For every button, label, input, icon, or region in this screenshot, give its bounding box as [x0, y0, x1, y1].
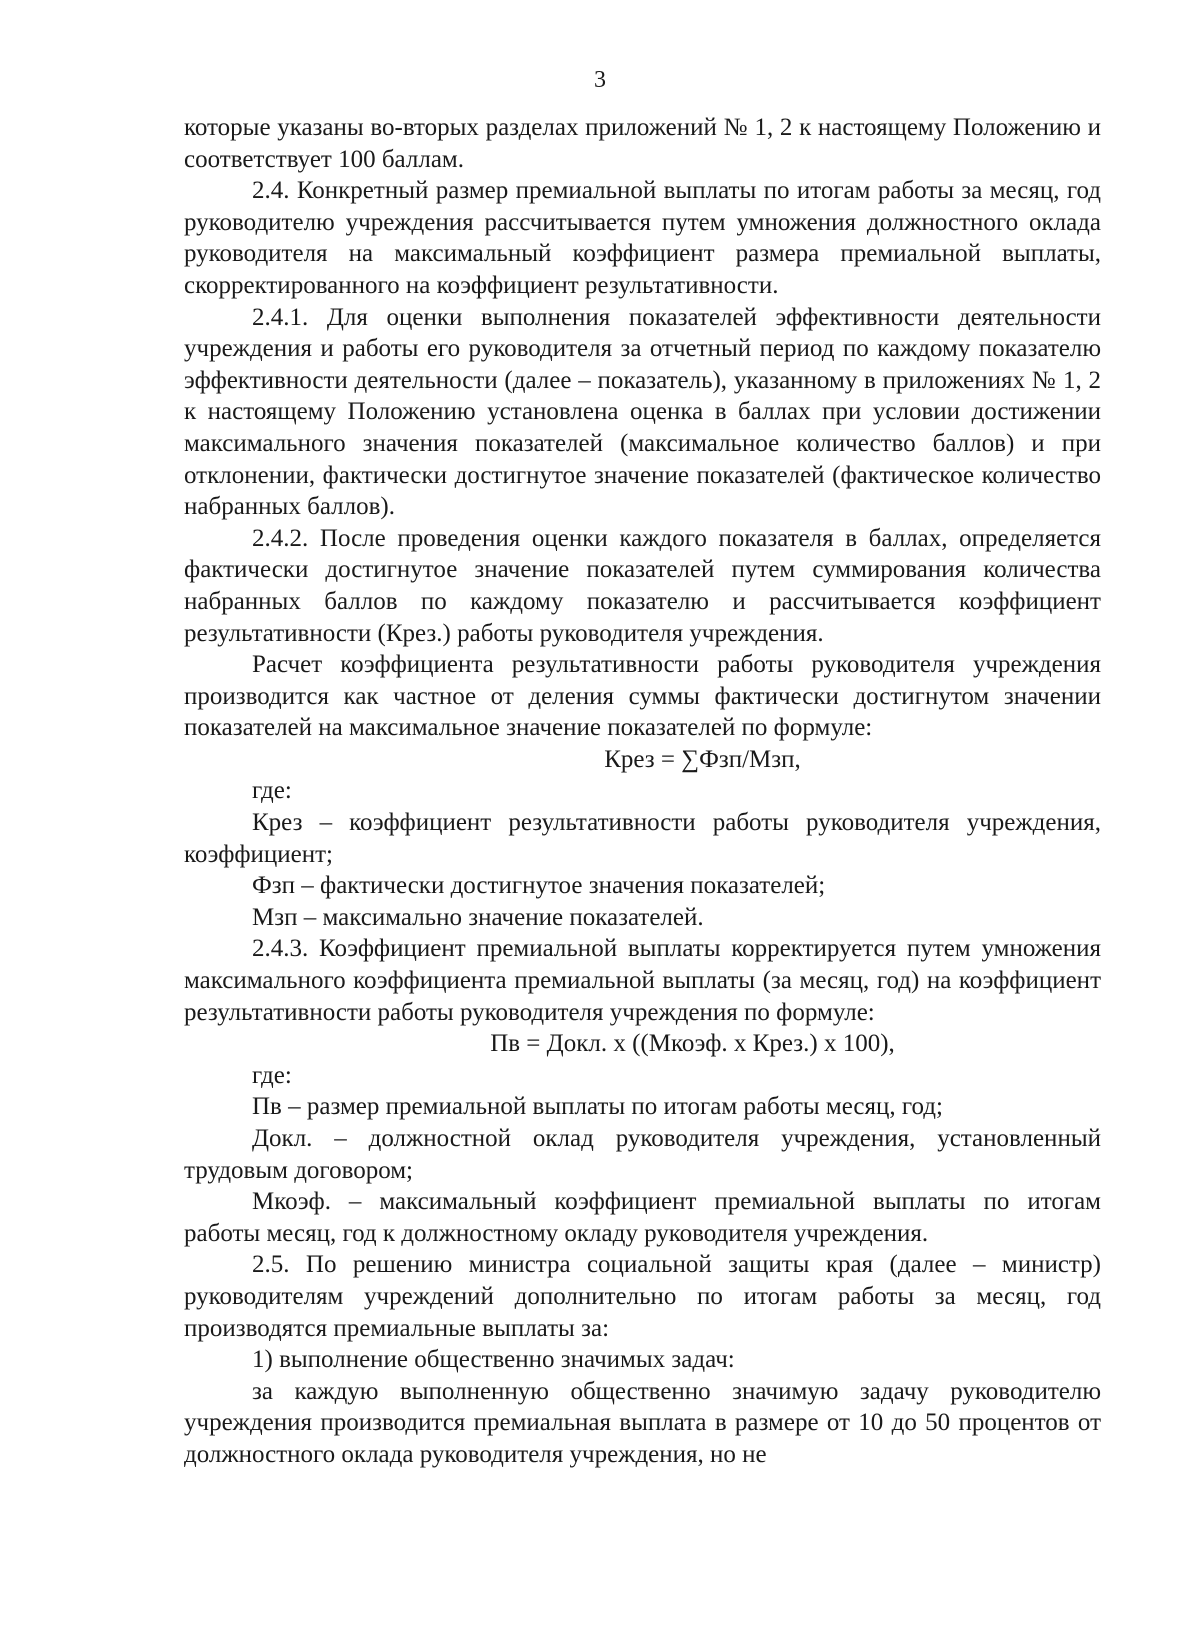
paragraph-item-1: 1) выполнение общественно значимых задач: — [252, 1346, 735, 1374]
paragraph-each-task: за каждую выполненную общественно значимую задачу руководителю учреждения производится премиальная выплата в размере от 10 до 50 процентов от должностного оклада руководителя учреждения, но не — [184, 1377, 1101, 1468]
definition-mzp: Мзп – максимально значение показателей. — [252, 903, 704, 931]
definition-pv: Пв – размер премиальной выплаты по итогам работы месяц, год; — [252, 1093, 943, 1121]
document-body — [184, 112, 1101, 1471]
definition-dokl: Докл. – должностной оклад руководителя учреждения, установленный трудовым договором; — [184, 1125, 1101, 1184]
paragraph-calculation: Расчет коэффициента результативности работы руководителя учреждения производится как частное от деления суммы фактически достигнутом значении показателей на максимальное значение показателей по формуле: — [184, 651, 1101, 742]
where-label: где: — [252, 777, 292, 805]
page-number: 3 — [594, 67, 606, 93]
where-label-2: где: — [252, 1061, 292, 1089]
paragraph-continuation: которые указаны во-вторых разделах приложений № 1, 2 к настоящему Положению и соответствует 100 баллам. — [184, 114, 1101, 173]
definition-krez: Крез – коэффициент результативности работы руководителя учреждения, коэффициент; — [184, 809, 1101, 868]
paragraph-2-4-2: 2.4.2. После проведения оценки каждого показателя в баллах, определяется фактически достигнутое значение показателей путем суммирования количества набранных баллов по каждому показателю и рассчитывается коэффициент результативности (Крез.) работы руководителя учреждения. — [184, 524, 1101, 647]
paragraph-2-5: 2.5. По решению министра социальной защиты края (далее – министр) руководителям учреждений дополнительно по итогам работы за месяц, год производятся премиальные выплаты за: — [184, 1251, 1101, 1342]
definition-mkoef: Мкоэф. – максимальный коэффициент премиальной выплаты по итогам работы месяц, год к должностному окладу руководителя учреждения. — [184, 1188, 1101, 1247]
formula-krez: Крез = ∑Фзп/Мзп, — [604, 745, 801, 773]
paragraph-2-4-3: 2.4.3. Коэффициент премиальной выплаты корректируется путем умножения максимального коэффициента премиальной выплаты (за месяц, год) на коэффициент результативности работы руководителя учреждения по формуле: — [184, 935, 1101, 1026]
paragraph-2-4-1: 2.4.1. Для оценки выполнения показателей эффективности деятельности учреждения и работы его руководителя за отчетный период по каждому показателю эффективности деятельности (далее – показатель), указанному в приложениях № 1, 2 к настоящему Положению установлена оценка в баллах при условии достижении максимального значения показателей (максимальное количество баллов) и при отклонении, фактически достигнутое значение показателей (фактическое количество набранных баллов). — [184, 303, 1101, 521]
formula-pv: Пв = Докл. х ((Мкоэф. х Крез.) х 100), — [490, 1030, 895, 1058]
definition-fzp: Фзп – фактически достигнутое значения показателей; — [252, 872, 826, 900]
paragraph-2-4: 2.4. Конкретный размер премиальной выплаты по итогам работы за месяц, год руководителю учреждения рассчитывается путем умножения должностного оклада руководителя на максимальный коэффициент размера премиальной выплаты, скорректированного на коэффициент результативности. — [184, 177, 1101, 299]
